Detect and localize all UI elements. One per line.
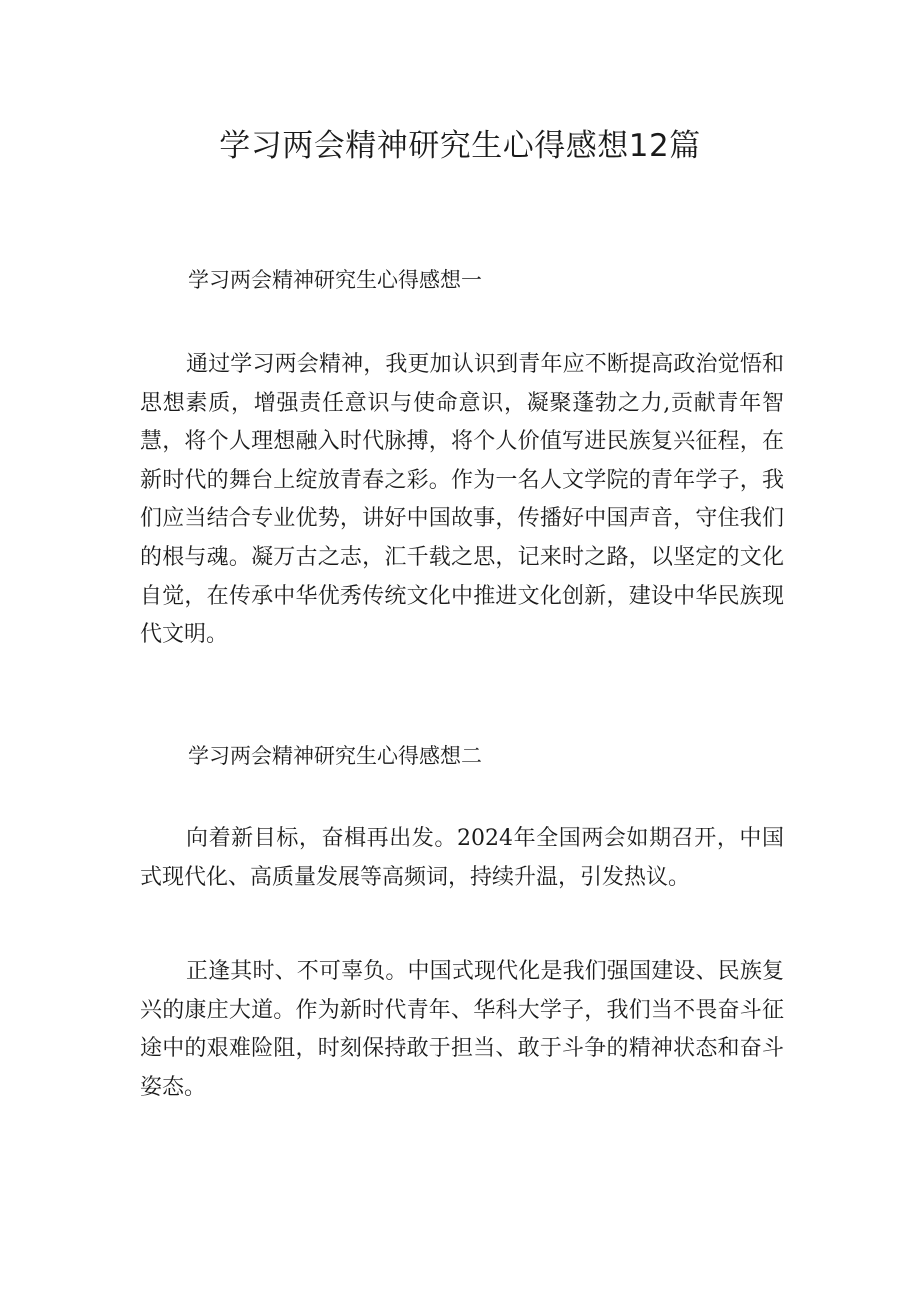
section-2-paragraph-1: 向着新目标，奋楫再出发。2024年全国两会如期召开，中国式现代化、高质量发展等高频词，持续升温，引发热议。: [140, 826, 784, 890]
document-title: 学习两会精神研究生心得感想12篇: [219, 128, 701, 164]
section-heading-1: 学习两会精神研究生心得感想一: [188, 268, 482, 292]
section-1-paragraph-1: 通过学习两会精神，我更加认识到青年应不断提高政治觉悟和思想素质，增强责任意识与使命意识，凝聚蓬勃之力,贡献青年智慧，将个人理想融入时代脉搏，将个人价值写进民族复兴征程，在新时代的舞台上绽放青春之彩。作为一名人文学院的青年学子，我们应当结合专业优势，讲好中国故事，传播好中国声音，守住我们的根与魂。凝万古之志，汇千载之思，记来时之路，以坚定的文化自觉，在传承中华优秀传统文化中推进文化创新，建设中华民族现代文明。: [140, 352, 784, 648]
section-2-paragraph-2: 正逢其时、不可辜负。中国式现代化是我们强国建设、民族复兴的康庄大道。作为新时代青年、华科大学子，我们当不畏奋斗征途中的艰难险阻，时刻保持敢于担当、敢于斗争的精神状态和奋斗姿态。: [140, 959, 784, 1100]
section-heading-2: 学习两会精神研究生心得感想二: [188, 744, 482, 768]
